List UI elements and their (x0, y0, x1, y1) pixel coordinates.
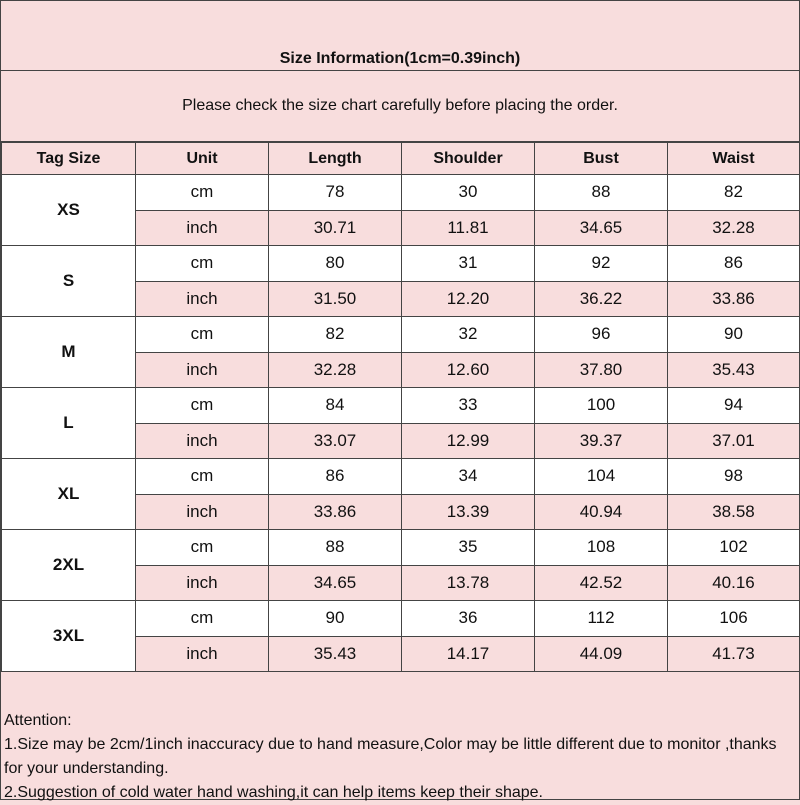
unit-cell: inch (136, 636, 269, 672)
measurement-cell: 88 (535, 175, 668, 211)
table-row (2, 601, 800, 637)
unit-cell: cm (136, 530, 269, 566)
measurement-cell: 108 (535, 530, 668, 566)
measurement-cell: 42.52 (535, 565, 668, 601)
measurement-cell: 86 (668, 246, 800, 282)
attention-note: 1.Size may be 2cm/1inch inaccuracy due to hand measure,Color may be little different due to monitor ,thanks for your understanding. (4, 736, 782, 777)
unit-cell: cm (136, 175, 269, 211)
unit-cell: inch (136, 281, 269, 317)
tag-size-cell: S (2, 246, 136, 317)
measurement-cell: 35 (402, 530, 535, 566)
measurement-cell: 33 (402, 388, 535, 424)
column-header: Shoulder (402, 143, 535, 175)
measurement-cell: 84 (269, 388, 402, 424)
measurement-cell: 32.28 (269, 352, 402, 388)
tag-size-cell: 2XL (2, 530, 136, 601)
table-row (2, 388, 800, 424)
measurement-cell: 33.86 (668, 281, 800, 317)
measurement-cell: 12.60 (402, 352, 535, 388)
unit-cell: cm (136, 601, 269, 637)
measurement-cell: 40.16 (668, 565, 800, 601)
measurement-cell: 34.65 (269, 565, 402, 601)
unit-cell: inch (136, 494, 269, 530)
measurement-cell: 38.58 (668, 494, 800, 530)
measurement-cell: 13.78 (402, 565, 535, 601)
unit-cell: cm (136, 388, 269, 424)
measurement-cell: 92 (535, 246, 668, 282)
measurement-cell: 90 (269, 601, 402, 637)
measurement-cell: 100 (535, 388, 668, 424)
measurement-cell: 39.37 (535, 423, 668, 459)
measurement-cell: 12.99 (402, 423, 535, 459)
unit-cell: inch (136, 210, 269, 246)
measurement-cell: 37.01 (668, 423, 800, 459)
measurement-cell: 30 (402, 175, 535, 211)
measurement-cell: 31 (402, 246, 535, 282)
size-table-body (2, 175, 800, 672)
tag-size-cell: 3XL (2, 601, 136, 672)
measurement-cell: 30.71 (269, 210, 402, 246)
measurement-cell: 44.09 (535, 636, 668, 672)
measurement-cell: 96 (535, 317, 668, 353)
column-header: Length (269, 143, 402, 175)
measurement-cell: 112 (535, 601, 668, 637)
measurement-cell: 11.81 (402, 210, 535, 246)
size-info-title: Size Information(1cm=0.39inch) (1, 1, 799, 71)
unit-cell: cm (136, 459, 269, 495)
column-header: Bust (535, 143, 668, 175)
measurement-cell: 35.43 (269, 636, 402, 672)
measurement-cell: 32 (402, 317, 535, 353)
table-row (2, 175, 800, 211)
measurement-cell: 94 (668, 388, 800, 424)
measurement-cell: 12.20 (402, 281, 535, 317)
measurement-cell: 90 (668, 317, 800, 353)
tag-size-cell: XL (2, 459, 136, 530)
measurement-cell: 33.07 (269, 423, 402, 459)
measurement-cell: 31.50 (269, 281, 402, 317)
size-table (1, 142, 800, 672)
measurement-cell: 36 (402, 601, 535, 637)
table-row (2, 317, 800, 353)
measurement-cell: 106 (668, 601, 800, 637)
measurement-cell: 80 (269, 246, 402, 282)
measurement-cell: 86 (269, 459, 402, 495)
size-chart-notice: Please check the size chart carefully before placing the order. (1, 71, 799, 142)
measurement-cell: 78 (269, 175, 402, 211)
measurement-cell: 82 (269, 317, 402, 353)
measurement-cell: 37.80 (535, 352, 668, 388)
measurement-cell: 34.65 (535, 210, 668, 246)
measurement-cell: 41.73 (668, 636, 800, 672)
measurement-cell: 88 (269, 530, 402, 566)
measurement-cell: 35.43 (668, 352, 800, 388)
unit-cell: inch (136, 352, 269, 388)
column-header: Unit (136, 143, 269, 175)
column-header: Tag Size (2, 143, 136, 175)
unit-cell: inch (136, 565, 269, 601)
tag-size-cell: XS (2, 175, 136, 246)
attention-note: 2.Suggestion of cold water hand washing,it can help items keep their shape. (4, 784, 543, 801)
unit-cell: cm (136, 246, 269, 282)
attention-notes (4, 709, 794, 805)
measurement-cell: 14.17 (402, 636, 535, 672)
unit-cell: cm (136, 317, 269, 353)
measurement-cell: 32.28 (668, 210, 800, 246)
attention-heading: Attention: (4, 712, 72, 729)
unit-cell: inch (136, 423, 269, 459)
measurement-cell: 34 (402, 459, 535, 495)
measurement-cell: 40.94 (535, 494, 668, 530)
measurement-cell: 98 (668, 459, 800, 495)
measurement-cell: 82 (668, 175, 800, 211)
measurement-cell: 102 (668, 530, 800, 566)
table-header-row (2, 143, 800, 175)
measurement-cell: 36.22 (535, 281, 668, 317)
table-row (2, 246, 800, 282)
tag-size-cell: M (2, 317, 136, 388)
measurement-cell: 13.39 (402, 494, 535, 530)
measurement-cell: 33.86 (269, 494, 402, 530)
column-header: Waist (668, 143, 800, 175)
tag-size-cell: L (2, 388, 136, 459)
table-row (2, 459, 800, 495)
table-row (2, 530, 800, 566)
measurement-cell: 104 (535, 459, 668, 495)
